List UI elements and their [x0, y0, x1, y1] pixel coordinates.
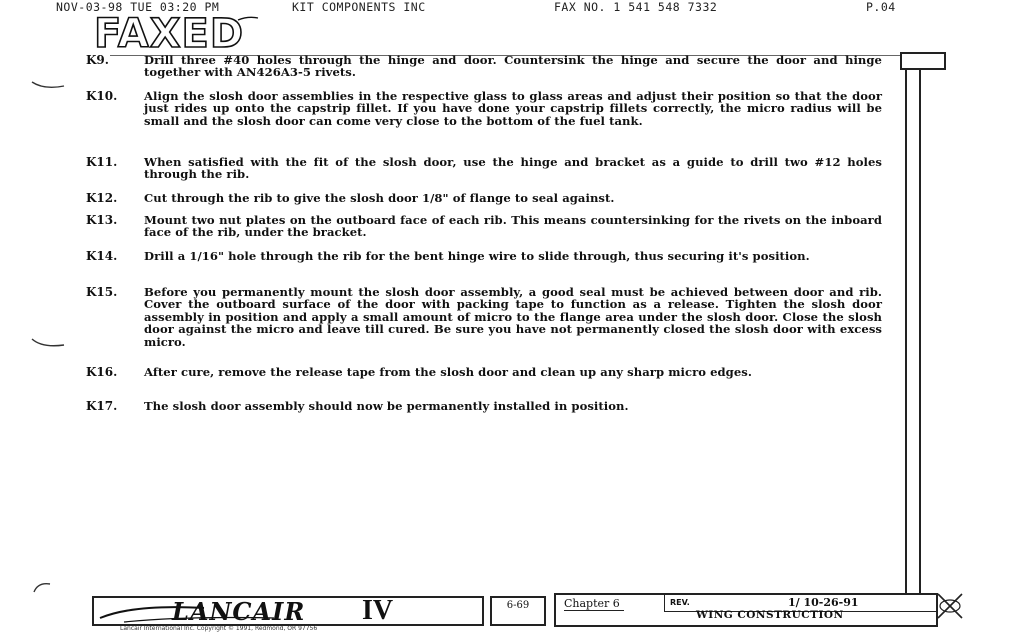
rev-label: REV. [670, 598, 690, 607]
fax-header [0, 0, 1016, 14]
model-designation: IV [362, 595, 394, 626]
faxed-stamp-graphic [88, 14, 306, 52]
step-id: K11. [86, 155, 118, 169]
step-id: K17. [86, 399, 118, 413]
footer-title-block [92, 590, 942, 640]
step-text: Cut through the rib to give the slosh door 1/8" of flange to seal against. [144, 191, 615, 205]
copyright-line: Lancair International Inc. Copyright © 1991, Redmond, OR 97756 [120, 625, 318, 632]
chapter-box [554, 593, 938, 627]
corner-mark [900, 52, 946, 70]
step-id: K12. [86, 191, 118, 205]
step-text: Drill three #40 holes through the hinge and door. Countersink the hinge and secure the door and hinge together with AN426A3-5 rivets. [144, 53, 882, 80]
logo-wordmark: LANCAIR [172, 597, 306, 626]
chapter-divider [664, 595, 665, 611]
faxed-stamp [88, 14, 306, 52]
step-id: K13. [86, 213, 118, 227]
corner-x-mark [936, 590, 964, 620]
step-text: After cure, remove the release tape from the slosh door and clean up any sharp micro edges. [144, 365, 752, 379]
step-id: K9. [86, 53, 109, 67]
step-text: Mount two nut plates on the outboard face of each rib. This means countersinking for the rivets on the inboard face of the rib, under the bracket. [144, 213, 882, 240]
binder-hole-mark-top [30, 78, 66, 92]
step-text: Before you permanently mount the slosh door assembly, a good seal must be achieved between door and rib. Cover the outboard surface of the door with packing tape to function as a release. Tighten the slosh door assembly in position and apply a small amount of micro to the flange area under the slosh door. Close the slosh door against the micro and leave till cured. Be sure you have not permanently closed the slosh door with excess micro. [144, 285, 882, 349]
rev-date: 1/ 10-26-91 [788, 596, 859, 609]
step-id: K15. [86, 285, 118, 299]
page-number: 6-69 [506, 600, 530, 611]
step-text: Drill a 1/16" hole through the rib for the bent hinge wire to slide through, thus securing it's position. [144, 249, 810, 263]
fax-page: P.04 [866, 0, 896, 14]
logo-box [92, 596, 484, 626]
right-margin-border [905, 55, 921, 595]
page-number-box [490, 596, 546, 626]
chapter-label: Chapter 6 [564, 597, 624, 611]
step-text: When satisfied with the fit of the slosh door, use the hinge and bracket as a guide to drill two #12 holes through the rib. [144, 155, 882, 182]
section-title: WING CONSTRUCTION [696, 609, 844, 621]
step-text: Align the slosh door assemblies in the respective glass to glass areas and adjust their position so that the door just rides up onto the capstrip fillet. If you have done your capstrip fillets correctly, the micro radius will be small and the slosh door can come very close to the bottom of the fuel tank. [144, 89, 882, 128]
binder-hole-mark-middle [30, 336, 66, 350]
step-id: K10. [86, 89, 118, 103]
fax-number: FAX NO. 1 541 548 7332 [554, 0, 718, 14]
binder-hole-mark-bottom [30, 580, 66, 594]
fax-company: KIT COMPONENTS INC [292, 0, 426, 14]
faxed-stamp-text: FAXED [94, 14, 245, 52]
step-text: The slosh door assembly should now be permanently installed in position. [144, 399, 629, 413]
fax-date-time: NOV-03-98 TUE 03:20 PM [56, 0, 220, 14]
step-id: K14. [86, 249, 118, 263]
step-id: K16. [86, 365, 118, 379]
